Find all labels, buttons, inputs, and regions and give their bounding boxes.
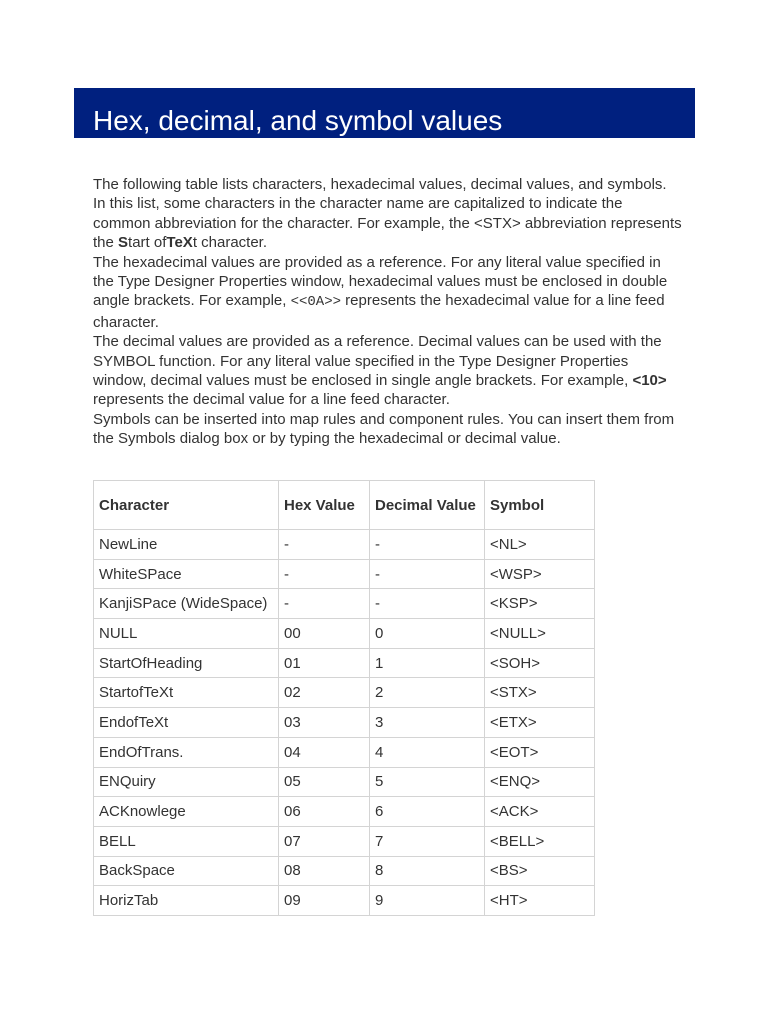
cell-character: EndOfTrans.: [94, 737, 279, 767]
cell-decimal: -: [370, 589, 485, 619]
cell-character: BELL: [94, 826, 279, 856]
cell-decimal: 6: [370, 797, 485, 827]
table-row: [94, 826, 595, 856]
cell-symbol: <BS>: [485, 856, 595, 886]
cell-symbol: <BELL>: [485, 826, 595, 856]
table-header-row: [94, 481, 595, 530]
text-run: The hexadecimal values are provided as a reference. For any literal value specified in the Type Designer Properties window, hexadecimal values must be enclosed in double angle brackets. For example,: [93, 253, 668, 310]
cell-hex: -: [279, 530, 370, 560]
text-run: tart of: [128, 234, 167, 252]
cell-character: ACKnowlege: [94, 797, 279, 827]
table-row: [94, 886, 595, 916]
title-banner: [74, 88, 695, 138]
cell-symbol: <ETX>: [485, 708, 595, 738]
cell-hex: 00: [279, 619, 370, 649]
cell-decimal: 2: [370, 678, 485, 708]
cell-decimal: -: [370, 559, 485, 589]
page-title: Hex, decimal, and symbol values: [93, 105, 503, 136]
table-row: [94, 619, 595, 649]
intro-paragraph-3: [93, 253, 683, 333]
cell-decimal: 8: [370, 856, 485, 886]
cell-character: StartofTeXt: [94, 678, 279, 708]
table-row: [94, 648, 595, 678]
cell-hex: 03: [279, 708, 370, 738]
cell-character: BackSpace: [94, 856, 279, 886]
cell-hex: -: [279, 589, 370, 619]
character-table: [93, 480, 595, 916]
cell-symbol: <WSP>: [485, 559, 595, 589]
cell-hex: 08: [279, 856, 370, 886]
cell-decimal: 0: [370, 619, 485, 649]
cell-decimal: 5: [370, 767, 485, 797]
table-row: [94, 530, 595, 560]
bold-run: TeX: [166, 234, 193, 252]
text-run: represents the hexadecimal value for a line feed character.: [93, 292, 665, 331]
cell-decimal: 4: [370, 737, 485, 767]
cell-symbol: <NL>: [485, 530, 595, 560]
cell-symbol: <KSP>: [485, 589, 595, 619]
column-header-symbol: Symbol: [485, 481, 595, 530]
cell-hex: 04: [279, 737, 370, 767]
table-row: [94, 589, 595, 619]
cell-character: NULL: [94, 619, 279, 649]
cell-symbol: <STX>: [485, 678, 595, 708]
intro-text: [93, 175, 683, 449]
cell-symbol: <HT>: [485, 886, 595, 916]
column-header-hex: Hex Value: [279, 481, 370, 530]
table-row: [94, 856, 595, 886]
cell-hex: -: [279, 559, 370, 589]
cell-character: HorizTab: [94, 886, 279, 916]
table-row: [94, 737, 595, 767]
column-header-decimal: Decimal Value: [370, 481, 485, 530]
intro-paragraph-4: [93, 332, 683, 410]
table-row: [94, 559, 595, 589]
intro-paragraph-1: The following table lists characters, hexadecimal values, decimal values, and symbols.: [93, 176, 667, 193]
text-run: The decimal values are provided as a reference. Decimal values can be used with the SYMBOL function. For any literal value specified in the Type Designer Properties window, decimal values must be enclosed in single angle brackets. For example,: [93, 333, 662, 390]
cell-character: StartOfHeading: [94, 648, 279, 678]
cell-decimal: 9: [370, 886, 485, 916]
table-row: [94, 678, 595, 708]
table-row: [94, 767, 595, 797]
cell-hex: 05: [279, 767, 370, 797]
text-run: represents the decimal value for a line feed character.: [93, 391, 450, 409]
cell-character: ENQuiry: [94, 767, 279, 797]
cell-hex: 06: [279, 797, 370, 827]
cell-symbol: <SOH>: [485, 648, 595, 678]
intro-paragraph-5: Symbols can be inserted into map rules and component rules. You can insert them from the Symbols dialog box or by typing the hexadecimal or decimal value.: [93, 410, 675, 448]
cell-character: WhiteSPace: [94, 559, 279, 589]
cell-symbol: <NULL>: [485, 619, 595, 649]
intro-paragraph-2: [93, 194, 683, 252]
column-header-character: Character: [94, 481, 279, 530]
cell-character: NewLine: [94, 530, 279, 560]
bold-run: <10>: [632, 372, 667, 390]
text-run: In this list, some characters in the character name are capitalized to indicate the common abbreviation for the character. For example, the <STX> abbreviation represents the: [93, 195, 682, 252]
cell-hex: 09: [279, 886, 370, 916]
code-run: <<0A>>: [290, 294, 342, 311]
cell-character: KanjiSPace (WideSpace): [94, 589, 279, 619]
cell-decimal: 3: [370, 708, 485, 738]
bold-run: S: [118, 234, 129, 252]
cell-symbol: <ACK>: [485, 797, 595, 827]
cell-hex: 01: [279, 648, 370, 678]
cell-hex: 07: [279, 826, 370, 856]
cell-symbol: <ENQ>: [485, 767, 595, 797]
table-row: [94, 797, 595, 827]
cell-decimal: 7: [370, 826, 485, 856]
cell-decimal: -: [370, 530, 485, 560]
cell-character: EndofTeXt: [94, 708, 279, 738]
cell-hex: 02: [279, 678, 370, 708]
cell-symbol: <EOT>: [485, 737, 595, 767]
table-row: [94, 708, 595, 738]
text-run: t character.: [192, 234, 268, 252]
cell-decimal: 1: [370, 648, 485, 678]
